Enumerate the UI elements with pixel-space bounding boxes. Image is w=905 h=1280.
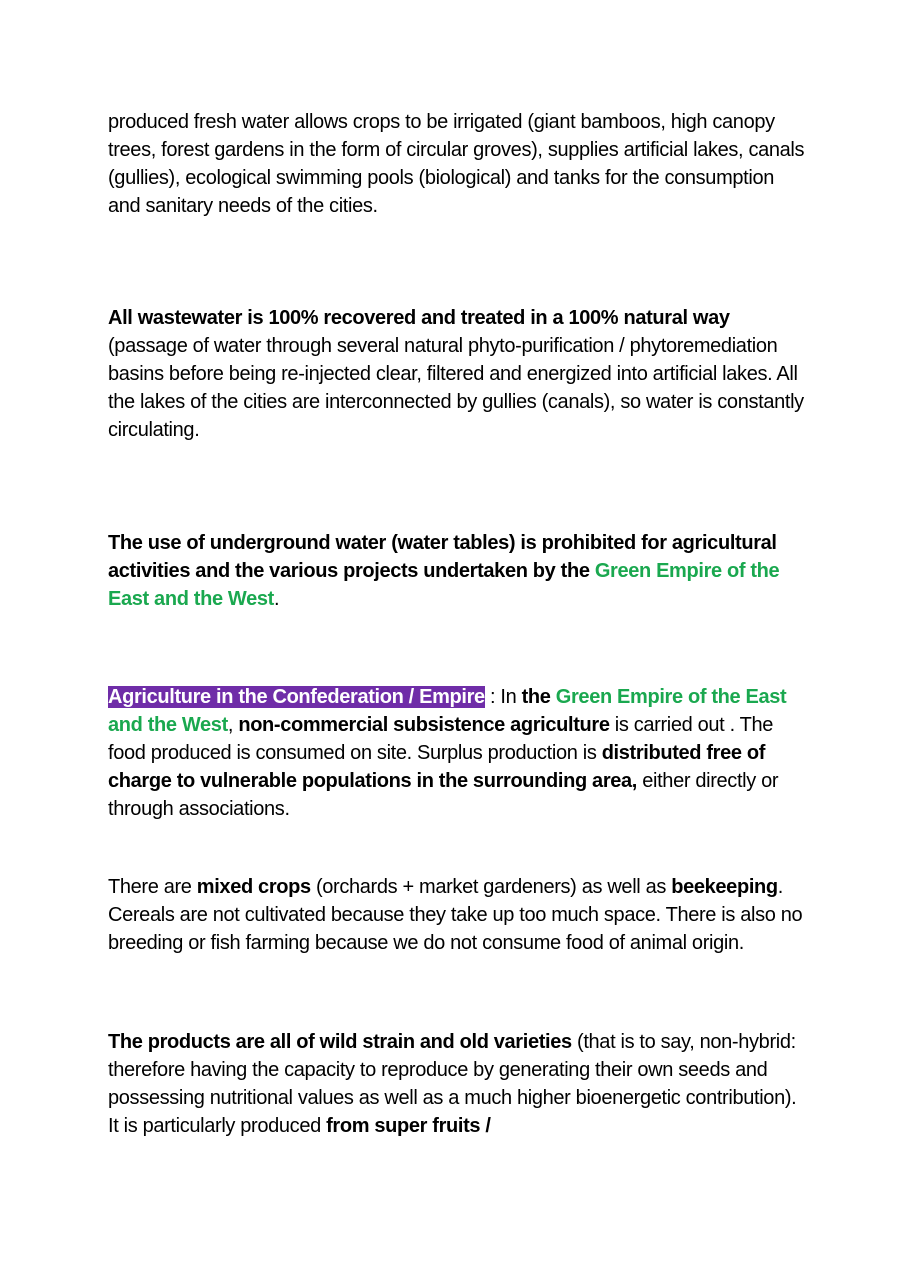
document-page [108,108,808,1140]
text-segment: . Cereals are not cultivated because they take up too much space. There is also no breeding or fish farming because we do not consume food of animal origin. [108,876,803,954]
text-segment-bold: distributed free of charge to vulnerable populations in the surrounding area, [108,742,766,792]
text-segment: , [227,714,239,736]
text-segment: either directly or through associations. [108,770,779,820]
text-segment-green: Green Empire of the East and the West [108,686,787,736]
paragraph-agriculture [108,683,808,823]
text-segment: is carried out . The food produced is consumed on site. Surplus production is [108,714,774,764]
text-segment: There are [108,876,197,898]
text-segment-bold: The products are all of wild strain and old varieties [108,1031,572,1053]
paragraph-mixed-crops [108,873,808,957]
text-segment: : In [484,686,522,708]
paragraph-wastewater [108,304,808,444]
text-segment-bold: from super fruits / [326,1115,491,1137]
text-segment: produced fresh water allows crops to be irrigated (giant bamboos, high canopy trees, forest gardens in the form of circular groves), supplies artificial lakes, canals (gullies), ecological swimming pools (biological) and tanks for the consumption and sanitary needs of the cities. [108,111,805,217]
text-segment-green: Green Empire of the East and the West [108,560,780,610]
paragraph-products [108,1028,808,1140]
text-segment-bold: the [521,686,556,708]
text-segment: (orchards + market gardeners) as well as [310,876,672,898]
text-segment-bold: beekeeping [671,876,778,898]
text-segment-bold: mixed crops [196,876,311,898]
paragraph-underground-water [108,529,808,613]
text-segment: . [273,588,280,610]
text-segment: (passage of water through several natural phyto-purification / phytoremediation basins before being re-injected clear, filtered and energized into artificial lakes. All the lakes of the cities are interconnected by gullies (canals), so water is constantly circulating. [108,335,804,441]
paragraph-water-supply [108,108,808,220]
section-heading-highlight: Agriculture in the Confederation / Empire [108,686,485,708]
text-segment: (that is to say, non-hybrid: therefore having the capacity to reproduce by generating their own seeds and possessing nutritional values as well as a much higher bioenergetic contribution). It is particularly produced [108,1031,797,1137]
text-segment-bold: All wastewater is 100% recovered and treated in a 100% natural way [108,307,730,329]
text-segment-bold: The use of underground water (water tables) is prohibited for agricultural activities and the various projects undertaken by the [108,532,777,582]
text-segment-bold: non-commercial subsistence agriculture [238,714,610,736]
